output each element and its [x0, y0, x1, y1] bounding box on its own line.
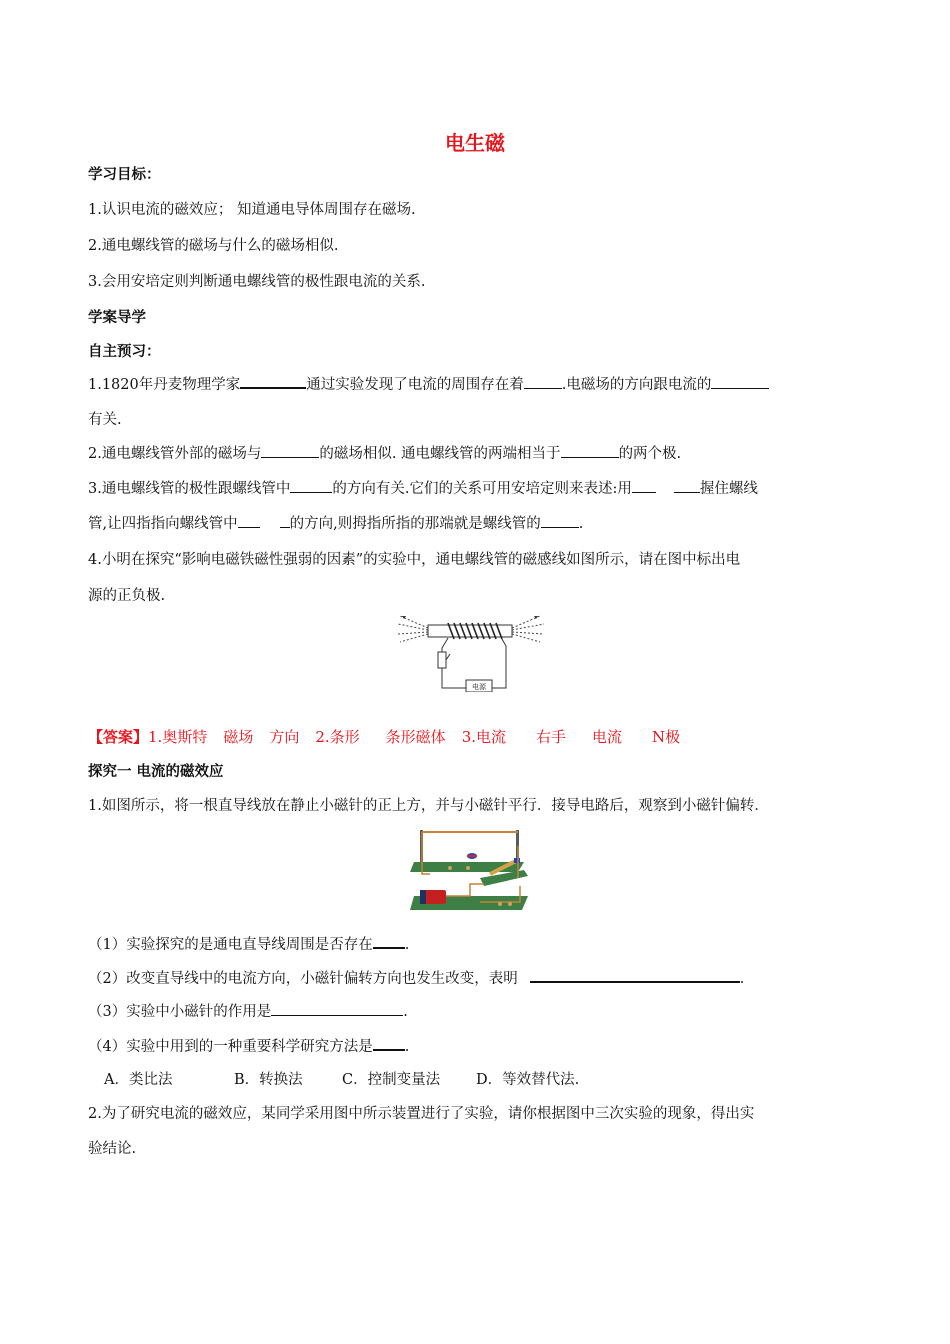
- q1-blank-3[interactable]: [711, 375, 769, 389]
- answer-line: [88, 727, 680, 747]
- sub4-blank[interactable]: [373, 1036, 405, 1051]
- q3-blank-1[interactable]: [290, 479, 332, 493]
- preview-q4-line1: 4.小明在探究“影响电磁铁磁性强弱的因素”的实验中，通电螺线管的磁感线如图所示，请在图中标出电: [88, 552, 741, 568]
- sub2-blank[interactable]: [530, 968, 740, 983]
- q1-text-d: 有关.: [88, 412, 122, 428]
- answer-part-8: 电流: [592, 728, 623, 746]
- guide-heading: 学案导学: [88, 309, 146, 326]
- q3-blank-3a[interactable]: [238, 514, 260, 528]
- q3-blank-2b[interactable]: [674, 479, 700, 493]
- objectives-heading: 学习目标：: [88, 166, 161, 183]
- sub1-blank[interactable]: [373, 934, 405, 949]
- sub2-text: （2）改变直导线中的电流方向，小磁针偏转方向也发生改变，表明: [88, 971, 518, 987]
- page-title: 电生磁: [445, 131, 505, 155]
- battery-label: 电源: [472, 683, 486, 691]
- oersted-experiment-figure: [410, 826, 530, 916]
- option-b[interactable]: B．转换法: [234, 1072, 303, 1088]
- sub3-text: （3）实验中小磁针的作用是: [88, 1004, 272, 1020]
- q2-text-a: 2.通电螺线管外部的磁场与: [88, 446, 262, 462]
- q3-text-b: 的方向有关.它们的关系可用安培定则来表述:用: [332, 481, 632, 497]
- q3-text-f: .: [578, 516, 584, 532]
- answer-part-4: 2.条形: [315, 728, 360, 746]
- option-c[interactable]: C．控制变量法: [342, 1072, 441, 1088]
- q3-blank-3b[interactable]: [280, 514, 290, 528]
- explore1-options: [104, 1070, 579, 1090]
- q2-text-b: 的磁场相似. 通电螺线管的两端相当于: [319, 446, 561, 462]
- q3-text-c: 握住螺线: [699, 481, 758, 497]
- q1-text-c: .电磁场的方向跟电流的: [561, 377, 712, 393]
- q3-blank-4[interactable]: [541, 514, 579, 528]
- option-a[interactable]: A．类比法: [104, 1072, 173, 1088]
- q3-text-a: 3.通电螺线管的极性跟螺线管中: [88, 481, 291, 497]
- answer-part-6: 3.电流: [461, 728, 506, 746]
- q1-blank-2[interactable]: [524, 375, 562, 389]
- answer-label: 【答案】: [88, 728, 149, 746]
- explore1-q2-line2: 验结论.: [88, 1141, 137, 1157]
- answer-part-2: 磁场: [223, 728, 254, 746]
- objective-item-1: 1.认识电流的磁效应； 知道通电导体周围存在磁场.: [88, 202, 416, 218]
- q1-text-b: 通过实验发现了电流的周围存在着: [306, 377, 524, 393]
- option-d[interactable]: D．等效替代法.: [476, 1072, 580, 1088]
- preview-q2: [88, 444, 681, 464]
- objective-item-3: 3.会用安培定则判断通电螺线管的极性跟电流的关系.: [88, 274, 426, 290]
- q1-blank-1[interactable]: [240, 374, 306, 389]
- objective-item-2: 2.通电螺线管的磁场与什么的磁场相似.: [88, 238, 339, 254]
- explore1-sub1: （1）实验探究的是通电直导线周围是否存在 .: [88, 934, 409, 955]
- explore1-heading: 探究一 电流的磁效应: [88, 763, 224, 780]
- sub4-text: （4）实验中用到的一种重要科学研究方法是: [88, 1039, 373, 1055]
- explore1-sub3: （3）实验中小磁针的作用是 .: [88, 1004, 408, 1020]
- preview-q1-line1: [88, 374, 769, 395]
- q3-text-d: 管,让四指指向螺线管中: [88, 516, 238, 532]
- q2-blank-2[interactable]: [561, 444, 619, 458]
- preview-q3-line1: [88, 479, 758, 499]
- q3-text-e: 的方向,则拇指所指的那端就是螺线管的: [289, 516, 541, 532]
- q1-text-a: 1.1820年丹麦物理学家: [88, 377, 241, 393]
- solenoid-circuit-figure: [396, 610, 556, 692]
- explore1-sub4: （4）实验中用到的一种重要科学研究方法是 .: [88, 1036, 409, 1057]
- explore1-q1: 1.如图所示，将一根直导线放在静止小磁针的正上方，并与小磁针平行．接导电路后，观察到小磁针偏转．: [88, 798, 769, 814]
- sub3-blank[interactable]: [271, 1002, 403, 1016]
- preview-q4-line2: 源的正负极.: [88, 588, 166, 604]
- answer-part-3: 方向: [269, 728, 300, 746]
- explore1-sub2: （2）改变直导线中的电流方向，小磁针偏转方向也发生改变，表明 .: [88, 968, 744, 989]
- q2-text-c: 的两个极.: [618, 446, 682, 462]
- answer-part-5: 条形磁体: [385, 728, 446, 746]
- sub1-text: （1）实验探究的是通电直导线周围是否存在: [88, 937, 373, 953]
- answer-part-1: 1.奥斯特: [148, 728, 208, 746]
- preview-heading: 自主预习：: [88, 343, 161, 360]
- answer-part-9: N极: [652, 728, 681, 746]
- preview-q3-line2: [88, 514, 583, 534]
- explore1-q2-line1: 2.为了研究电流的磁效应，某同学采用图中所示装置进行了实验，请你根据图中三次实验的现象，得出实: [88, 1106, 755, 1122]
- q2-blank-1[interactable]: [261, 444, 319, 458]
- answer-part-7: 右手: [536, 728, 567, 746]
- q3-blank-2a[interactable]: [632, 479, 656, 493]
